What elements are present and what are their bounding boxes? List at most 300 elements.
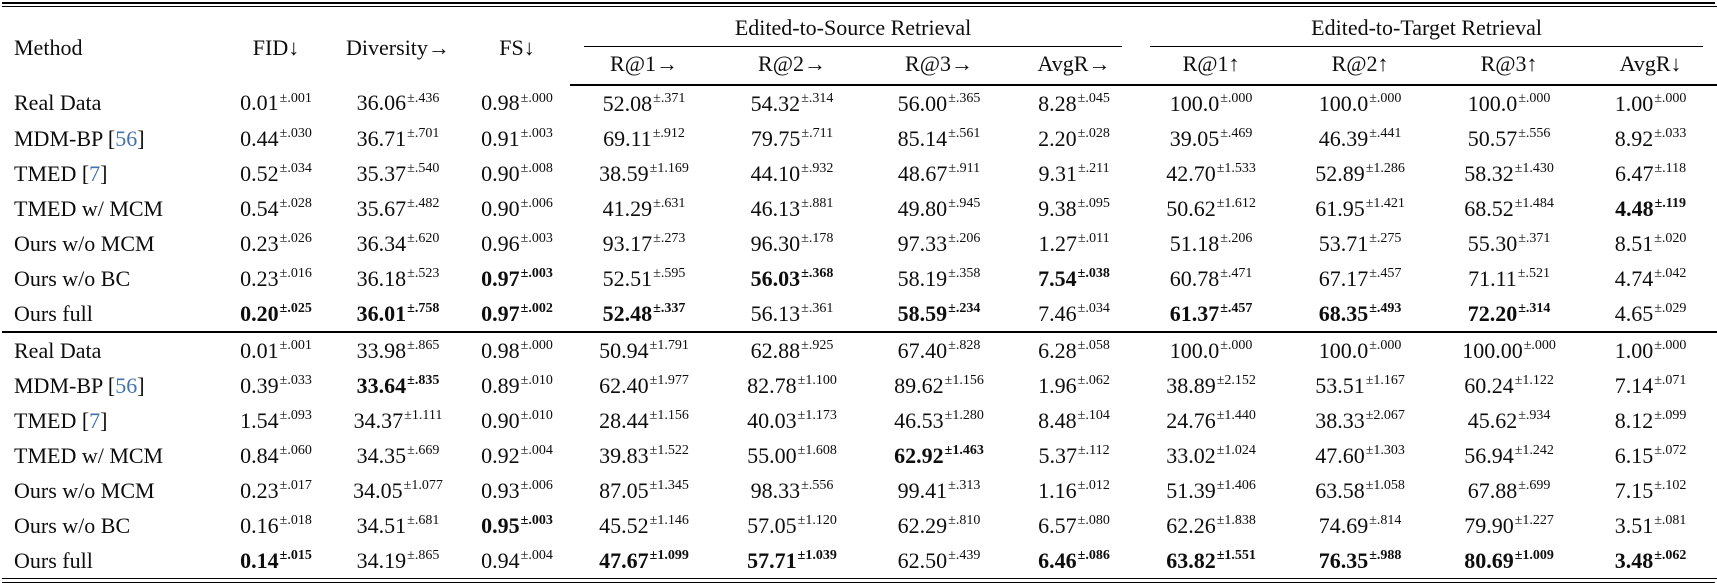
metric-stddev: ±.701 — [407, 126, 440, 142]
metric-value: 96.30 — [750, 230, 801, 256]
metric-cell — [1584, 403, 1717, 438]
metric-stddev: ±1.608 — [797, 443, 837, 459]
metric-stddev: ±1.440 — [1216, 408, 1256, 424]
metric-value: 100.0 — [1318, 90, 1369, 116]
metric-cell — [866, 85, 1012, 121]
metric-cell — [1434, 368, 1584, 403]
metric-stddev: ±1.024 — [1216, 443, 1256, 459]
metric-stddev: ±.620 — [407, 231, 440, 247]
metric-cell — [1136, 156, 1286, 191]
table-row — [2, 226, 1717, 261]
metric-cell — [1136, 296, 1286, 332]
metric-value: 62.40 — [599, 372, 649, 398]
metric-cell — [718, 191, 866, 226]
metric-cell — [220, 85, 332, 121]
metric-cell — [570, 296, 718, 332]
metric-stddev: ±.911 — [948, 161, 981, 177]
metric-value: 8.92 — [1614, 125, 1654, 151]
metric-cell — [1584, 296, 1717, 332]
table-row — [2, 368, 1717, 403]
metric-cell — [570, 438, 718, 473]
metric-value: 76.35 — [1318, 547, 1369, 573]
metric-stddev: ±.669 — [407, 443, 440, 459]
metric-cell — [220, 261, 332, 296]
metric-cell — [220, 473, 332, 508]
metric-stddev: ±1.156 — [649, 408, 689, 424]
metric-value: 67.17 — [1318, 265, 1369, 291]
metric-stddev: ±1.421 — [1365, 196, 1405, 212]
metric-value: 72.20 — [1467, 300, 1518, 326]
metric-stddev: ±.062 — [1654, 548, 1687, 564]
metric-value: 0.95 — [481, 512, 520, 538]
metric-cell — [1584, 261, 1717, 296]
metric-value: 54.32 — [750, 90, 801, 116]
column-header-target-avgr: AvgR↓ — [1584, 47, 1717, 85]
column-header-source-r1: R@1→ — [570, 47, 718, 85]
metric-cell — [1286, 121, 1434, 156]
metric-cell — [718, 296, 866, 332]
metric-cell — [1012, 191, 1136, 226]
metric-stddev: ±.093 — [279, 408, 312, 424]
metric-stddev: ±1.099 — [649, 548, 689, 564]
metric-cell — [1434, 332, 1584, 368]
metric-cell — [1286, 543, 1434, 579]
metric-value: 82.78 — [747, 372, 797, 398]
metric-cell — [332, 403, 464, 438]
metric-cell — [1012, 368, 1136, 403]
metric-cell — [866, 438, 1012, 473]
metric-cell — [1434, 508, 1584, 543]
table-row — [2, 508, 1717, 543]
metric-value: 58.32 — [1464, 160, 1514, 186]
metric-stddev: ±.441 — [1369, 126, 1402, 142]
metric-cell — [1012, 85, 1136, 121]
metric-stddev: ±.365 — [948, 91, 981, 107]
metric-value: 0.90 — [481, 195, 520, 221]
metric-cell — [866, 543, 1012, 579]
method-cell: Ours w/o BC — [14, 265, 131, 291]
metric-cell — [332, 438, 464, 473]
metric-stddev: ±.000 — [1654, 91, 1687, 107]
metric-stddev: ±.011 — [1077, 231, 1110, 247]
citation-link[interactable]: 56 — [115, 372, 138, 398]
metric-stddev: ±.010 — [520, 373, 553, 389]
table-row — [2, 403, 1717, 438]
metric-value: 100.0 — [1169, 90, 1220, 116]
metric-value: 0.92 — [481, 442, 520, 468]
metric-value: 36.18 — [356, 265, 407, 291]
metric-value: 51.39 — [1166, 477, 1216, 503]
metric-cell — [220, 191, 332, 226]
metric-cell — [1584, 508, 1717, 543]
metric-value: 36.06 — [356, 90, 407, 115]
metric-stddev: ±.314 — [1518, 301, 1551, 317]
metric-cell — [332, 332, 464, 368]
metric-value: 7.54 — [1038, 265, 1077, 291]
metric-stddev: ±.006 — [520, 478, 553, 494]
metric-stddev: ±.457 — [1220, 301, 1253, 317]
metric-value: 0.54 — [240, 195, 279, 221]
table-row — [2, 543, 1717, 579]
metric-stddev: ±1.111 — [404, 408, 443, 424]
method-cell: MDM-BP [56] — [14, 125, 145, 151]
table-header — [2, 7, 1717, 86]
table-row — [2, 191, 1717, 226]
metric-value: 55.00 — [747, 442, 797, 468]
metric-stddev: ±.561 — [948, 126, 981, 142]
metric-cell — [464, 261, 570, 296]
metric-cell — [866, 121, 1012, 156]
metric-value: 52.48 — [602, 300, 653, 326]
metric-value: 0.44 — [240, 125, 279, 151]
metric-value: 67.40 — [897, 337, 948, 363]
table-row — [2, 85, 1717, 121]
metric-stddev: ±.038 — [1077, 266, 1110, 282]
metric-value: 0.89 — [481, 372, 520, 398]
metric-stddev: ±.211 — [1077, 161, 1110, 177]
metric-cell — [570, 85, 718, 121]
metric-stddev: ±.095 — [1077, 196, 1110, 212]
table-row — [2, 438, 1717, 473]
metric-cell — [570, 226, 718, 261]
metric-value: 7.14 — [1614, 372, 1654, 398]
metric-stddev: ±.206 — [1220, 231, 1253, 247]
metric-stddev: ±.556 — [1518, 126, 1551, 142]
metric-cell — [1286, 261, 1434, 296]
metric-cell — [866, 226, 1012, 261]
metric-stddev: ±.080 — [1077, 513, 1110, 529]
metric-stddev: ±1.173 — [797, 408, 837, 424]
metric-stddev: ±.471 — [1220, 266, 1253, 282]
metric-stddev: ±.045 — [1077, 91, 1110, 107]
metric-cell — [570, 473, 718, 508]
metric-value: 8.48 — [1038, 407, 1077, 433]
metric-cell — [464, 368, 570, 403]
metric-cell — [1434, 543, 1584, 579]
metric-value: 74.69 — [1318, 512, 1369, 538]
metric-stddev: ±.810 — [948, 513, 981, 529]
metric-stddev: ±.828 — [948, 338, 981, 354]
column-header-target-r1: R@1↑ — [1136, 47, 1286, 85]
column-header-fid: FID↓ — [252, 35, 300, 60]
metric-stddev: ±.012 — [1077, 478, 1110, 494]
metric-stddev: ±.988 — [1369, 548, 1402, 564]
metric-cell — [718, 368, 866, 403]
metric-value: 4.65 — [1614, 300, 1654, 326]
metric-cell — [1584, 226, 1717, 261]
metric-stddev: ±.523 — [407, 266, 440, 282]
metric-cell — [220, 508, 332, 543]
metric-value: 4.48 — [1615, 195, 1654, 221]
metric-value: 46.39 — [1318, 125, 1369, 151]
metric-value: 3.51 — [1614, 512, 1654, 538]
metric-stddev: ±.119 — [1654, 196, 1687, 212]
metric-cell — [1584, 156, 1717, 191]
metric-stddev: ±.273 — [653, 231, 686, 247]
metric-cell — [464, 332, 570, 368]
metric-cell — [332, 368, 464, 403]
metric-cell — [220, 368, 332, 403]
metric-stddev: ±1.977 — [649, 373, 689, 389]
metric-cell — [1286, 508, 1434, 543]
metric-value: 0.16 — [240, 512, 279, 538]
metric-value: 89.62 — [894, 372, 944, 398]
metric-value: 1.16 — [1038, 477, 1077, 503]
metric-value: 0.23 — [240, 265, 279, 291]
column-header-target-r3: R@3↑ — [1434, 47, 1584, 85]
metric-stddev: ±.015 — [279, 548, 312, 564]
metric-cell — [1286, 473, 1434, 508]
metric-value: 47.60 — [1315, 442, 1365, 468]
metric-stddev: ±.000 — [1369, 91, 1402, 107]
metric-value: 98.33 — [750, 477, 801, 503]
metric-stddev: ±.030 — [279, 126, 312, 142]
metric-cell — [1012, 296, 1136, 332]
metric-stddev: ±.457 — [1369, 266, 1402, 282]
metric-value: 6.28 — [1038, 337, 1077, 363]
metric-value: 0.14 — [240, 547, 279, 573]
metric-cell — [1136, 368, 1286, 403]
metric-stddev: ±.368 — [801, 266, 834, 282]
metric-value: 62.26 — [1166, 512, 1216, 538]
metric-cell — [866, 296, 1012, 332]
metric-stddev: ±.104 — [1077, 408, 1110, 424]
metric-cell — [464, 296, 570, 332]
metric-cell — [866, 191, 1012, 226]
metric-cell — [220, 332, 332, 368]
citation-link[interactable]: 56 — [115, 125, 138, 151]
metric-cell — [1012, 473, 1136, 508]
metric-stddev: ±.017 — [279, 478, 312, 494]
metric-stddev: ±.042 — [1654, 266, 1687, 282]
metric-stddev: ±1.156 — [944, 373, 984, 389]
metric-stddev: ±1.345 — [649, 478, 689, 494]
metric-value: 36.34 — [356, 230, 407, 256]
metric-cell — [1286, 368, 1434, 403]
metric-stddev: ±.206 — [948, 231, 981, 247]
table-row — [2, 261, 1717, 296]
method-cell: Ours full — [14, 300, 93, 326]
table-row — [2, 156, 1717, 191]
metric-value: 38.33 — [1315, 407, 1365, 433]
metric-value: 6.46 — [1038, 547, 1077, 573]
metric-stddev: ±.033 — [279, 373, 312, 389]
metric-value: 50.57 — [1467, 125, 1518, 151]
metric-cell — [1012, 438, 1136, 473]
metric-cell — [718, 85, 866, 121]
metric-cell — [1012, 403, 1136, 438]
metric-value: 99.41 — [897, 477, 948, 503]
metric-value: 34.35 — [356, 442, 407, 468]
metric-stddev: ±1.009 — [1514, 548, 1554, 564]
metric-stddev: ±.058 — [1077, 338, 1110, 354]
metric-cell — [570, 368, 718, 403]
metric-stddev: ±.003 — [520, 231, 553, 247]
metric-cell — [332, 226, 464, 261]
table-row — [2, 296, 1717, 332]
metric-cell — [332, 121, 464, 156]
metric-value: 46.13 — [750, 195, 801, 221]
metric-value: 52.89 — [1315, 160, 1365, 186]
metric-value: 33.64 — [356, 372, 407, 398]
metric-value: 62.88 — [750, 337, 801, 363]
metric-cell — [332, 543, 464, 579]
metric-value: 56.03 — [750, 265, 801, 291]
metric-cell — [464, 473, 570, 508]
method-cell: Ours w/o BC — [14, 512, 131, 538]
metric-stddev: ±.234 — [948, 301, 981, 317]
group-header-edited-to-target — [1136, 7, 1717, 48]
metric-cell — [570, 191, 718, 226]
column-header-target-r2: R@2↑ — [1286, 47, 1434, 85]
metric-stddev: ±1.430 — [1514, 161, 1554, 177]
metric-stddev: ±.001 — [279, 90, 312, 106]
metric-value: 6.57 — [1038, 512, 1077, 538]
metric-cell — [332, 508, 464, 543]
metric-value: 48.67 — [897, 160, 948, 186]
metric-value: 34.05 — [353, 477, 403, 503]
metric-stddev: ±.000 — [1654, 338, 1687, 354]
metric-stddev: ±1.120 — [797, 513, 837, 529]
metric-value: 34.51 — [356, 512, 407, 538]
metric-cell — [1136, 85, 1286, 121]
metric-value: 0.20 — [240, 300, 279, 326]
metric-stddev: ±.020 — [1654, 231, 1687, 247]
metric-stddev: ±.003 — [520, 266, 553, 282]
metric-cell — [1434, 473, 1584, 508]
metric-value: 41.29 — [602, 195, 653, 221]
metric-stddev: ±.699 — [1518, 478, 1551, 494]
metric-cell — [570, 332, 718, 368]
citation-link[interactable]: 7 — [89, 407, 101, 433]
group-header-edited-to-source — [570, 7, 1136, 48]
metric-value: 8.12 — [1614, 407, 1654, 433]
metric-stddev: ±.004 — [520, 548, 553, 564]
metric-cell — [1136, 191, 1286, 226]
table-row — [2, 473, 1717, 508]
metric-value: 4.74 — [1614, 265, 1654, 291]
metric-value: 45.62 — [1467, 407, 1518, 433]
metric-stddev: ±.003 — [520, 126, 553, 142]
metric-cell — [718, 121, 866, 156]
metric-value: 44.10 — [750, 160, 801, 186]
metric-stddev: ±1.551 — [1216, 548, 1256, 564]
metric-cell — [718, 156, 866, 191]
metric-cell — [332, 473, 464, 508]
metric-value: 87.05 — [599, 477, 649, 503]
metric-cell — [1286, 226, 1434, 261]
metric-value: 9.38 — [1038, 195, 1077, 221]
metric-value: 1.27 — [1038, 230, 1077, 256]
metric-value: 1.96 — [1038, 372, 1077, 398]
metric-cell — [718, 261, 866, 296]
metric-cell — [866, 403, 1012, 438]
metric-stddev: ±.681 — [407, 513, 440, 529]
metric-value: 39.83 — [599, 442, 649, 468]
metric-value: 33.02 — [1166, 442, 1216, 468]
metric-cell — [464, 403, 570, 438]
metric-value: 2.20 — [1038, 125, 1077, 151]
metric-value: 9.31 — [1038, 160, 1077, 186]
metric-cell — [220, 121, 332, 156]
metric-stddev: ±.865 — [407, 338, 440, 354]
metric-value: 0.97 — [481, 265, 520, 291]
citation-link[interactable]: 7 — [89, 160, 101, 186]
metric-value: 42.70 — [1166, 160, 1216, 186]
metric-cell — [570, 121, 718, 156]
metric-value: 0.98 — [481, 90, 520, 115]
metric-stddev: ±.000 — [520, 90, 553, 106]
metric-stddev: ±1.838 — [1216, 513, 1256, 529]
column-header-source-r2: R@2→ — [718, 47, 866, 85]
metric-stddev: ±.003 — [520, 513, 553, 529]
metric-value: 62.50 — [897, 547, 948, 573]
metric-value: 56.00 — [897, 90, 948, 116]
metric-cell — [866, 473, 1012, 508]
metric-cell — [464, 156, 570, 191]
metric-value: 0.90 — [481, 160, 520, 186]
metric-value: 58.59 — [897, 300, 948, 326]
metric-value: 0.84 — [240, 442, 279, 468]
metric-cell — [718, 543, 866, 579]
method-cell: TMED [7] — [14, 407, 108, 433]
metric-stddev: ±.371 — [653, 91, 686, 107]
metric-cell — [1286, 85, 1434, 121]
metric-stddev: ±.034 — [279, 161, 312, 177]
metric-cell — [464, 191, 570, 226]
metric-value: 100.0 — [1467, 90, 1518, 116]
metric-stddev: ±.865 — [407, 548, 440, 564]
metric-cell — [1584, 85, 1717, 121]
metric-stddev: ±.358 — [948, 266, 981, 282]
metric-stddev: ±.361 — [801, 301, 834, 317]
metric-cell — [718, 332, 866, 368]
metric-cell — [866, 368, 1012, 403]
metric-cell — [220, 438, 332, 473]
metric-stddev: ±.835 — [407, 373, 440, 389]
metric-stddev: ±.001 — [279, 338, 312, 354]
metric-value: 0.23 — [240, 477, 279, 503]
metric-value: 53.71 — [1318, 230, 1369, 256]
metric-value: 0.96 — [481, 230, 520, 256]
method-cell: Real Data — [14, 90, 102, 115]
metric-stddev: ±.934 — [1518, 408, 1551, 424]
metric-value: 3.48 — [1614, 547, 1654, 573]
metric-value: 0.91 — [481, 125, 520, 151]
metric-value: 24.76 — [1166, 407, 1216, 433]
metric-stddev: ±.912 — [652, 126, 685, 142]
metric-cell — [1584, 543, 1717, 579]
metric-value: 6.15 — [1614, 442, 1654, 468]
metric-cell — [1434, 191, 1584, 226]
metric-cell — [1584, 332, 1717, 368]
metric-value: 8.51 — [1614, 230, 1654, 256]
metric-cell — [718, 473, 866, 508]
metric-stddev: ±.945 — [948, 196, 981, 212]
metric-value: 60.78 — [1169, 265, 1220, 291]
metric-stddev: ±2.152 — [1216, 373, 1256, 389]
metric-stddev: ±.000 — [1220, 338, 1253, 354]
metric-value: 7.15 — [1614, 477, 1654, 503]
header-row-groups — [2, 7, 1717, 48]
metric-value: 56.94 — [1464, 442, 1514, 468]
metric-stddev: ±.025 — [279, 301, 312, 317]
metric-stddev: ±.275 — [1369, 231, 1402, 247]
metric-value: 0.90 — [481, 407, 520, 433]
results-table-frame — [2, 2, 1715, 583]
metric-stddev: ±.033 — [1654, 126, 1687, 142]
metric-stddev: ±.313 — [948, 478, 981, 494]
